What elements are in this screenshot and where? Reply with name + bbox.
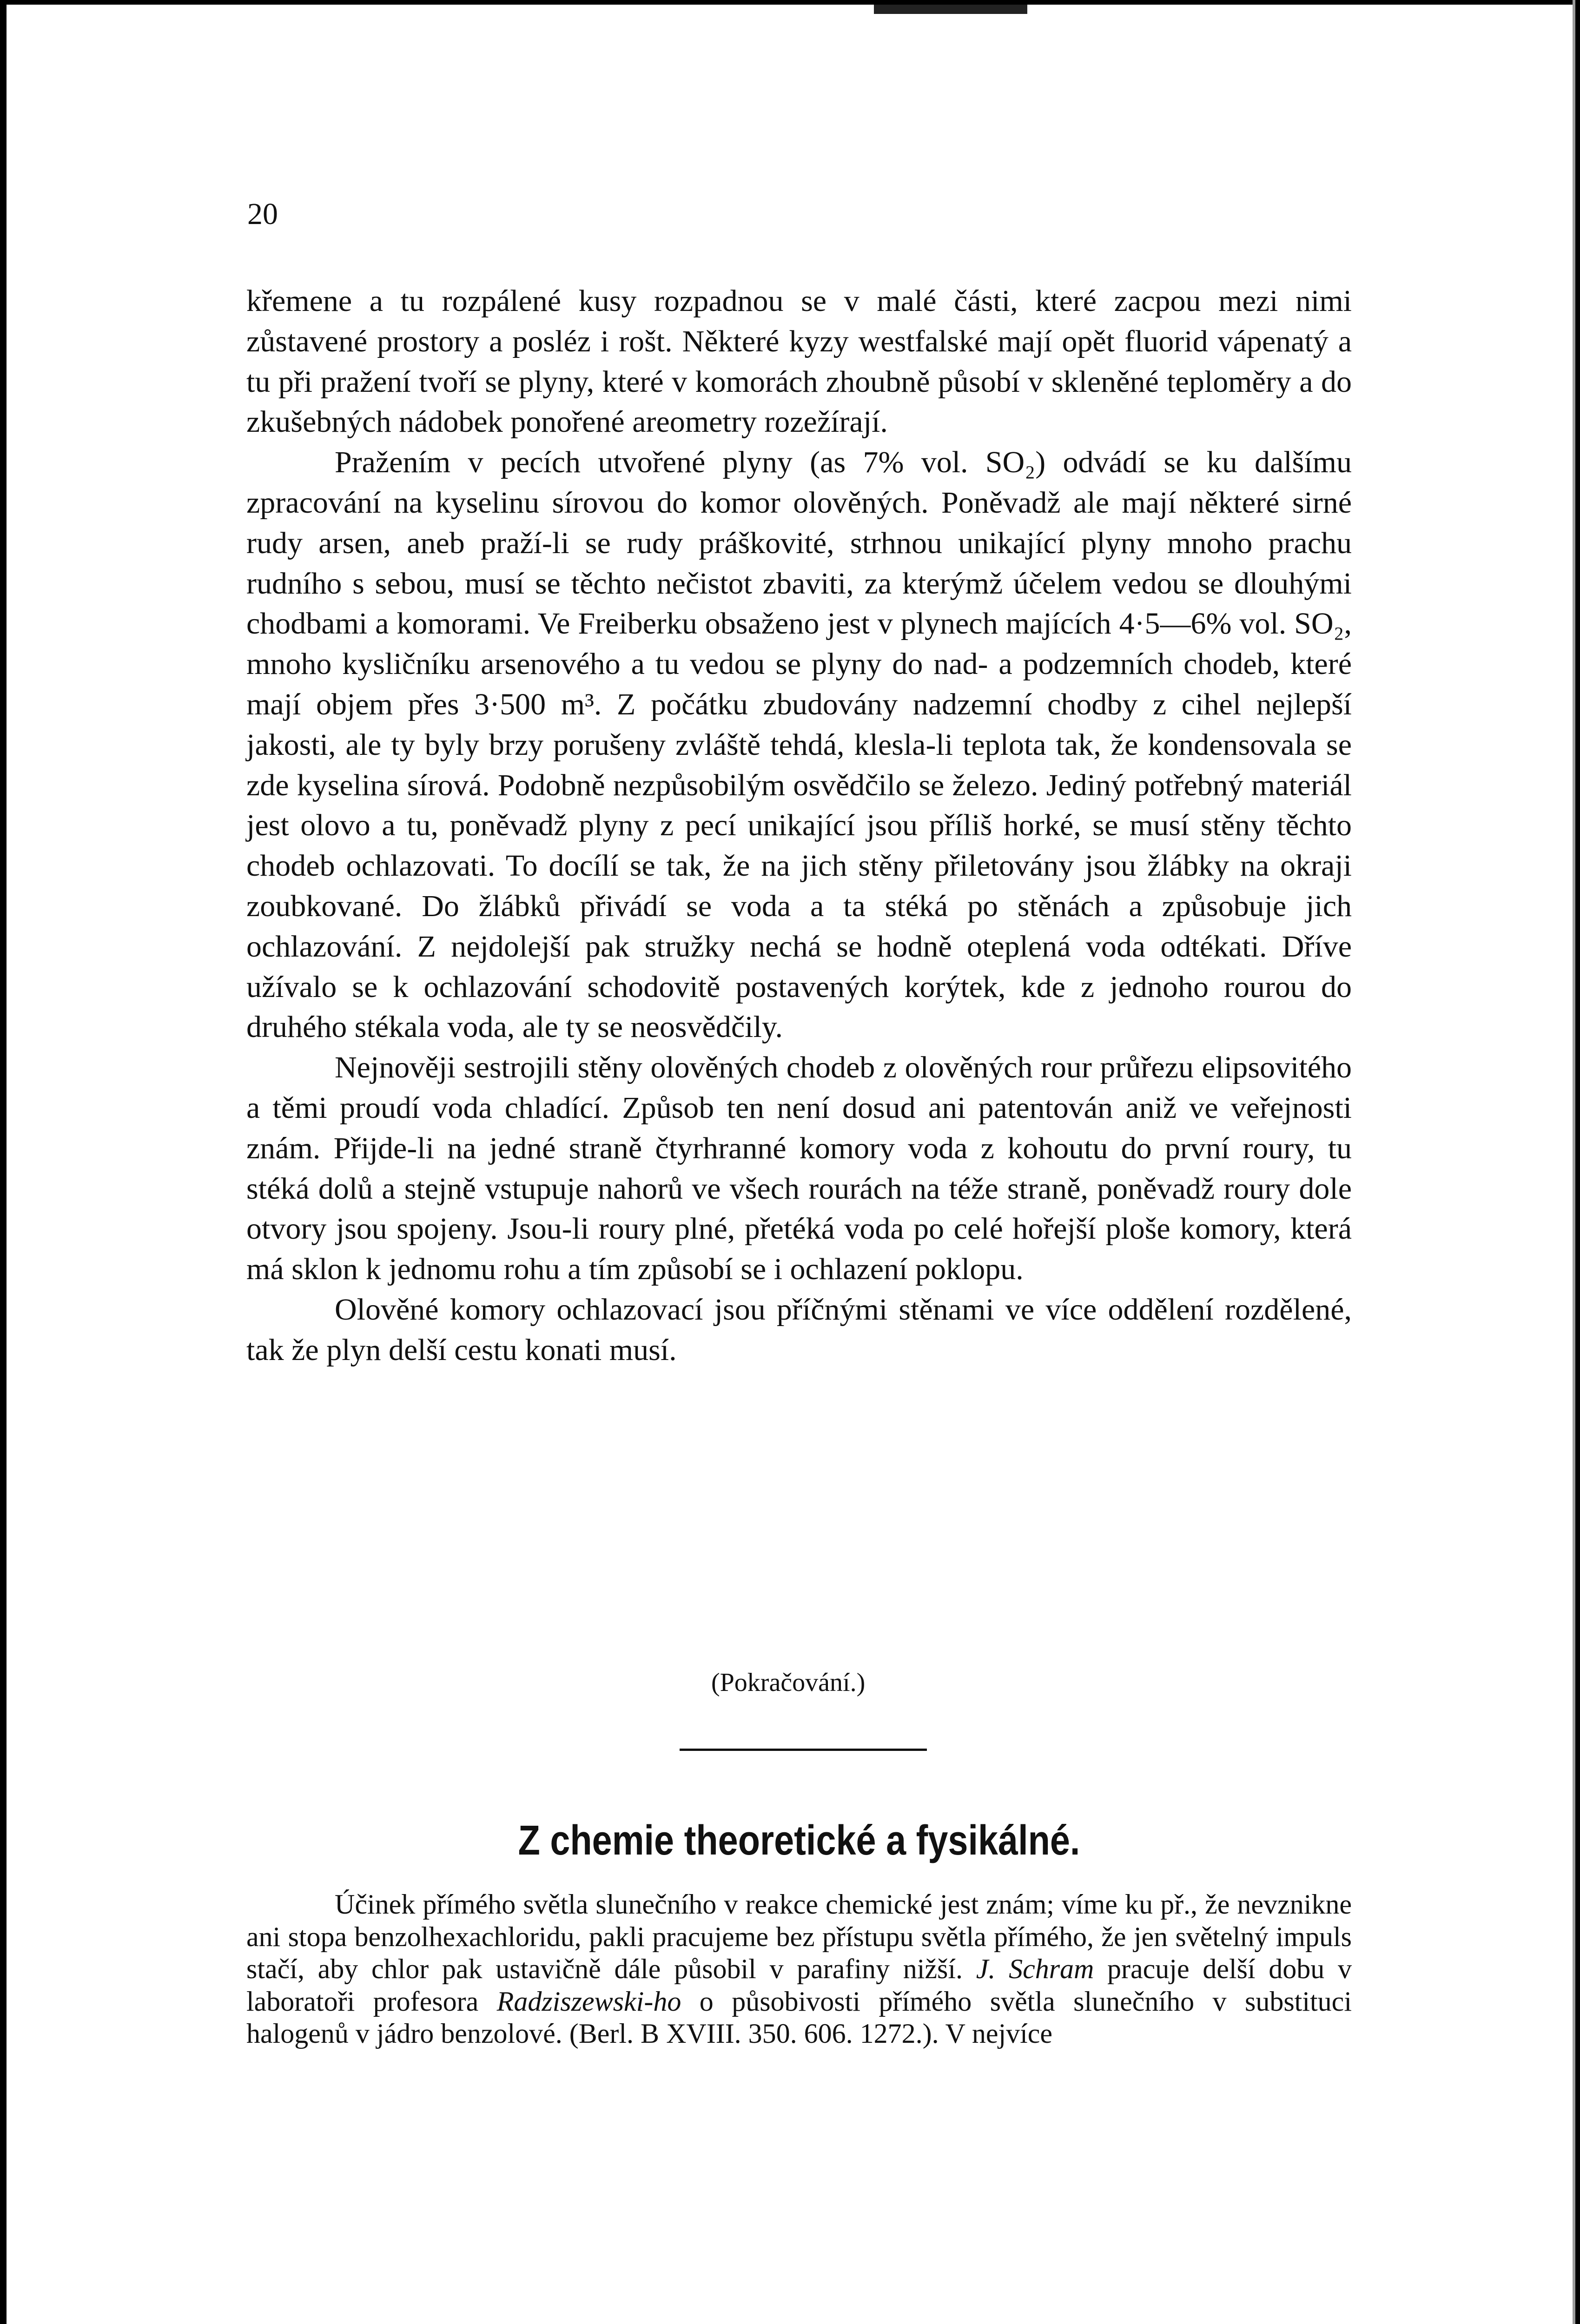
scan-top-smudge bbox=[874, 5, 1027, 14]
scan-border-left bbox=[0, 0, 7, 2324]
paragraph: křemene a tu rozpálené kusy rozpadnou se v malé části, které zacpou mezi nimi zůstavené prostory a posléz i rošt. Některé kyzy westfalské mají opět fluorid vápenatý a tu při pražení tvoří se plyny, které v komorách zhoubně působí v skleněné teploměry a do zkušebných nádobek ponořené areometry rozežírají. bbox=[246, 284, 1352, 439]
section-text-middle: pracuje delší dobu v laboratoři profesora bbox=[246, 1954, 1352, 2017]
article-body bbox=[246, 281, 1352, 1371]
section-text-end: o působivosti přímého světla slunečního v substituci halogenů v jádro benzolové. (Berl. B XVIII. 350. 606. 1272.). V nejvíce bbox=[246, 1986, 1352, 2049]
page-number: 20 bbox=[247, 197, 278, 231]
section-text-intro: Účinek přímého světla slunečního v reakce chemické jest znám; víme ku př., že nevznikne ani stopa benzolhexachloridu, pakli pracujeme bez přístupu světla přímého, že jen světelný impuls stačí, aby chlor pak ustavičně dále působil v parafiny nižší. bbox=[246, 1889, 1352, 1984]
paragraph: Pražením v pecích utvořené plyny (as 7% vol. SO₂) odvádí se ku dalšímu zpracování na kyselinu sírovou do komor olověných. Poněvadž ale mají některé sirné rudy arsen, aneb praží-li se rudy práškovité, strhnou unikající plyny mnoho prachu rudního s sebou, musí se těchto nečistot zbaviti, za kterýmž účelem vedou se dlouhými chodbami a komorami. Ve Freiberku obsaženo jest v plynech majících 4·5—6% vol. SO₂, mnoho kysličníku arsenového a tu vedou se plyny do nad- a podzemních chodeb, které mají objem přes 3·500 m³. Z počátku zbudovány nadzemní chodby z cihel nejlepší jakosti, ale ty byly brzy porušeny zvláště tehdá, klesla-li teplota tak, že kondensovala se zde kyselina sírová. Podobně nezpůsobilým osvědčilo se železo. Jediný potřebný materiál jest olovo a tu, poněvadž plyny z pecí unikající jsou příliš horké, se musí stěny těchto chodeb ochlazovati. To docílí se tak, že na jich stěny přiletovány jsou žlábky na okraji zoubkované. Do žlábků přivádí se voda a ta stéká po stěnách a způsobuje jich ochlazování. Z nejdolejší pak stružky nechá se hodně oteplená voda odtékati. Dříve užívalo se k ochlazování schodovitě postavených korýtek, kde z jednoho rourou do druhého stékala voda, ale ty se neosvědčily. bbox=[246, 445, 1352, 1044]
section-divider bbox=[680, 1749, 927, 1751]
continued-note: (Pokračování.) bbox=[711, 1668, 866, 1697]
author-name: J. Schram bbox=[976, 1954, 1094, 1984]
section-paragraph bbox=[246, 1888, 1352, 2050]
section-body bbox=[246, 1888, 1352, 2050]
paragraph: Olověné komory ochlazovací jsou příčnými stěnami ve více oddělení rozdělené, tak že plyn delší cestu konati musí. bbox=[246, 1292, 1352, 1367]
section-title: Z chemie theoretické a fysikálné. bbox=[518, 1817, 1080, 1864]
paragraph: Nejnověji sestrojili stěny olověných chodeb z olověných rour průřezu elipsovitého a těmi proudí voda chladící. Způsob ten není dosud ani patentován aniž ve veřejnosti znám. Přijde-li na jedné straně čtyrhranné komory voda z kohoutu do první roury, tu stéká dolů a stejně vstupuje nahorů ve všech rourách na téže straně, poněvadž roury dole otvory jsou spojeny. Jsou-li roury plné, přetéká voda po celé hořejší ploše komory, která má sklon k jednomu rohu a tím způsobí se i ochlazení poklopu. bbox=[246, 1050, 1352, 1287]
scan-border-right bbox=[1575, 0, 1580, 2324]
scan-border-top bbox=[0, 0, 1580, 5]
lab-owner-name: Radziszewski-ho bbox=[496, 1986, 681, 2017]
